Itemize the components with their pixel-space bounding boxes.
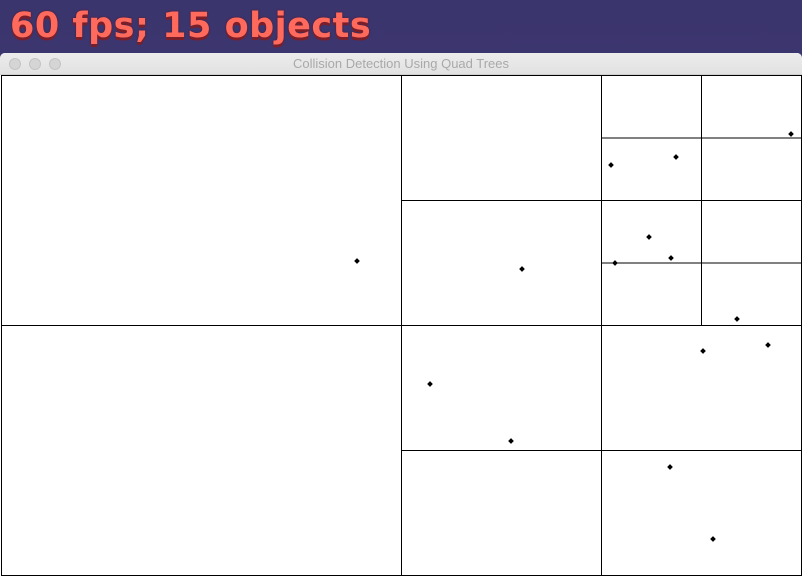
quadtree-node-7: [702, 138, 802, 201]
quadtree-node-16: [402, 326, 602, 451]
quadtree-node-12: [602, 263, 702, 326]
quadtree-node-10: [602, 201, 702, 264]
window-title: Collision Detection Using Quad Trees: [292, 56, 510, 71]
object-point-1: [519, 266, 525, 272]
quadtree-node-19: [602, 451, 802, 576]
object-point-9: [427, 381, 433, 387]
object-point-0: [354, 258, 360, 264]
quadtree-node-17: [602, 326, 802, 451]
quadtree-node-18: [402, 451, 602, 576]
object-point-11: [765, 342, 771, 348]
quadtree-node-5: [702, 76, 802, 139]
object-point-5: [646, 234, 652, 240]
quadtree-node-2: [402, 76, 602, 201]
object-point-10: [700, 348, 706, 354]
quadtree-drawing: [0, 75, 802, 576]
object-point-13: [667, 464, 673, 470]
quadtree-node-13: [702, 263, 802, 326]
quadtree-node-0: [2, 76, 402, 326]
object-point-8: [734, 316, 740, 322]
object-point-12: [508, 438, 514, 444]
object-point-2: [608, 162, 614, 168]
quadtree-node-8: [402, 201, 602, 326]
object-point-7: [668, 255, 674, 261]
object-point-14: [710, 536, 716, 542]
quadtree-node-11: [702, 201, 802, 264]
object-point-4: [788, 131, 794, 137]
app-window: [0, 53, 802, 576]
quadtree-node-4: [602, 76, 702, 139]
window-titlebar[interactable]: [0, 53, 802, 75]
quadtree-canvas[interactable]: [0, 75, 802, 576]
quadtree-node-14: [2, 326, 402, 576]
quadtree-node-6: [602, 138, 702, 201]
object-point-6: [612, 260, 618, 266]
object-point-3: [673, 154, 679, 160]
fps-object-counter: 60 fps; 15 objects: [10, 6, 372, 46]
